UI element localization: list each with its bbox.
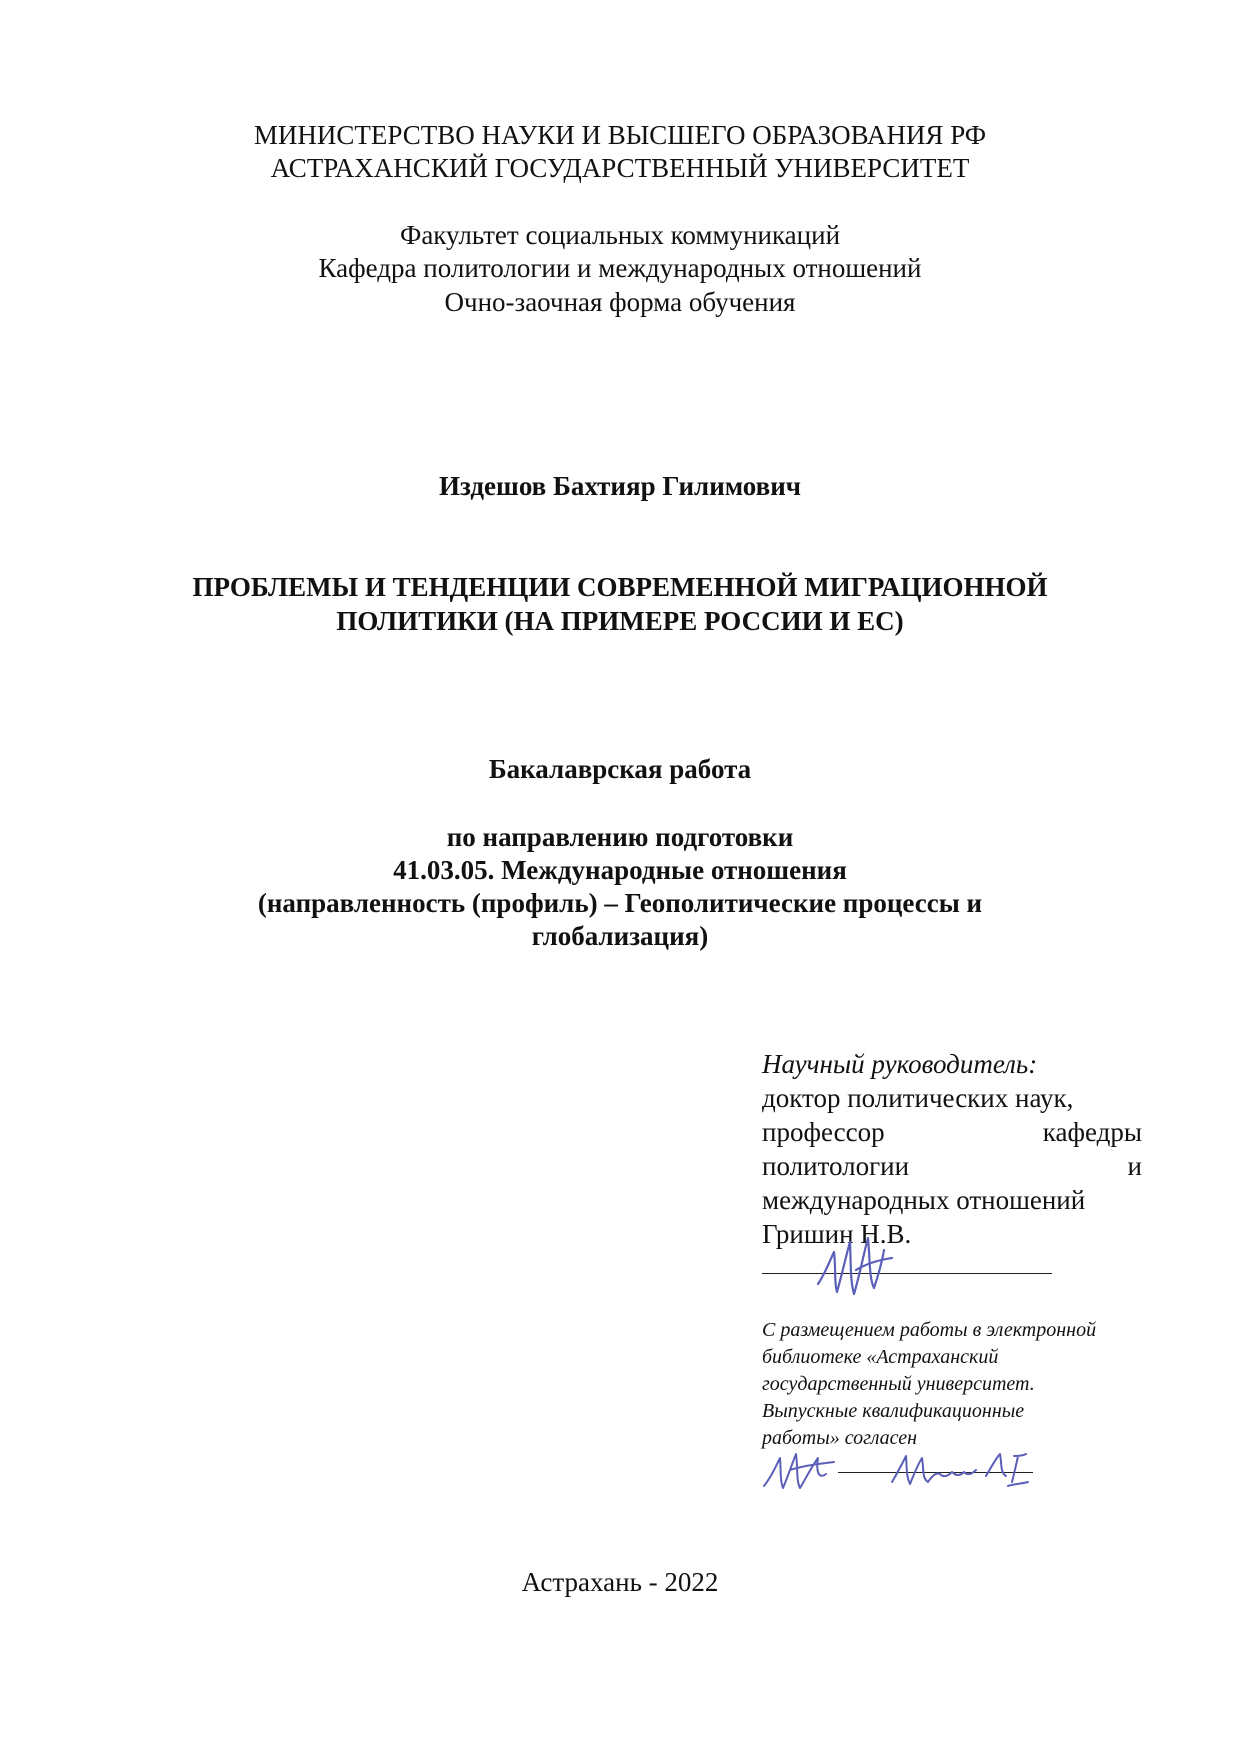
- student-signature-image: [760, 1440, 840, 1500]
- university-name: АСТРАХАНСКИЙ ГОСУДАРСТВЕННЫЙ УНИВЕРСИТЕТ: [270, 153, 970, 183]
- ministry-name: МИНИСТЕРСТВО НАУКИ И ВЫСШЕГО ОБРАЗОВАНИЯ РФ: [253, 120, 987, 150]
- author-name: Издешов Бахтияр Гилимович: [439, 471, 801, 501]
- direction-line-1: по направлению подготовки: [446, 822, 794, 852]
- supervisor-degree: доктор политических наук,: [762, 1083, 1074, 1113]
- study-form: Очно-заочная форма обучения: [444, 287, 796, 317]
- consent-line-5: работы» согласен: [762, 1427, 918, 1449]
- supervisor-position-row: [762, 1115, 1142, 1149]
- supervisor-department-row: [762, 1149, 1142, 1183]
- student-name-handwritten: [888, 1442, 1038, 1498]
- supervisor-department-left: политологии: [762, 1151, 910, 1181]
- supervisor-signature-line: [762, 1273, 1052, 1274]
- direction-line-3: (направленность (профиль) – Геополитические процессы и: [257, 888, 983, 918]
- thesis-title-line-1: ПРОБЛЕМЫ И ТЕНДЕНЦИИ СОВРЕМЕННОЙ МИГРАЦИОННОЙ: [192, 572, 1048, 602]
- supervisor-label: Научный руководитель:: [762, 1049, 1038, 1079]
- footer-city-year: Астрахань - 2022: [521, 1567, 719, 1597]
- direction-line-4: глобализация): [531, 921, 709, 951]
- supervisor-block: [762, 1047, 1142, 1251]
- direction-line-2: 41.03.05. Международные отношения: [393, 855, 847, 885]
- supervisor-department-right: и: [1127, 1151, 1142, 1181]
- faculty-name: Факультет социальных коммуникаций: [399, 220, 841, 250]
- consent-line-2: библиотеке «Астраханский: [762, 1346, 999, 1368]
- supervisor-position-left: профессор: [762, 1117, 885, 1147]
- consent-block: [762, 1317, 1152, 1452]
- consent-line-3: государственный университет.: [762, 1373, 1035, 1395]
- thesis-title-line-2: ПОЛИТИКИ (НА ПРИМЕРЕ РОССИИ И ЕС): [336, 606, 904, 636]
- work-type: Бакалаврская работа: [488, 754, 752, 784]
- supervisor-signature-image: [812, 1222, 902, 1302]
- consent-line-4: Выпускные квалификационные: [762, 1400, 1025, 1422]
- department-name: Кафедра политологии и международных отношений: [318, 253, 922, 283]
- consent-line-1: С размещением работы в электронной: [762, 1319, 1097, 1341]
- supervisor-name: Гришин Н.В.: [762, 1219, 912, 1249]
- supervisor-position-right: кафедры: [1042, 1117, 1142, 1147]
- supervisor-department-end: международных отношений: [762, 1185, 1086, 1215]
